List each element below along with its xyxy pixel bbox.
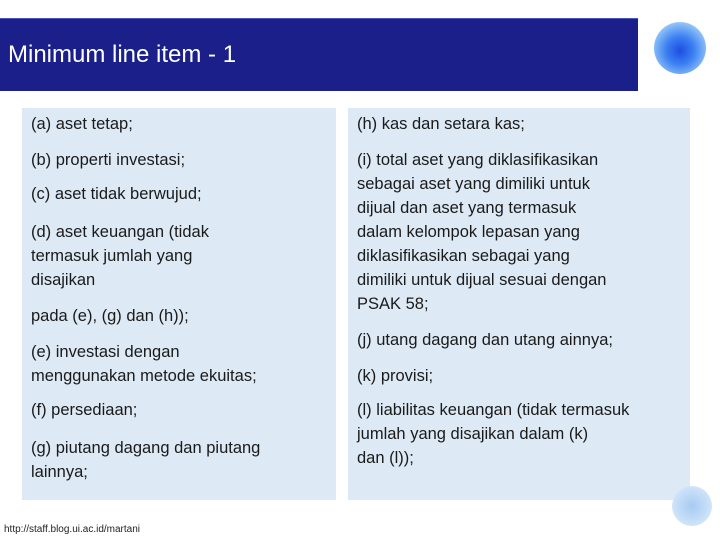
footer-link[interactable]: http://staff.blog.ui.ac.id/martani [4,524,141,535]
list-item: (j) utang dagang dan utang ainnya; [357,331,613,349]
list-item: (a) aset tetap; [31,115,133,133]
list-item: (b) properti investasi; [31,151,186,169]
list-item: (f) persediaan; [31,401,138,419]
decorative-circle-top [654,22,706,74]
decorative-circle-bottom [672,486,712,526]
list-item: (i) total aset yang diklasifikasikan sebagai aset yang dimiliki untuk dijual dan aset yang termasuk dalam kelompok lepasan yang diklasifikasikan sebagai yang dimiliki untuk dijual sesuai dengan PSAK 58; [357,151,607,313]
list-item: pada (e), (g) dan (h)); [31,307,189,325]
list-item: (c) aset tidak berwujud; [31,185,202,203]
list-item: (l) liabilitas keuangan (tidak termasuk jumlah yang disajikan dalam (k) dan (l)); [357,401,630,467]
list-item: (h) kas dan setara kas; [357,115,525,133]
list-item: (e) investasi dengan menggunakan metode ekuitas; [31,343,257,385]
left-panel [22,108,336,500]
list-item: (d) aset keuangan (tidak termasuk jumlah yang disajikan [31,223,209,289]
right-panel [348,108,690,500]
list-item: (k) provisi; [357,367,434,385]
list-item: (g) piutang dagang dan piutang lainnya; [31,439,261,481]
slide-title: Minimum line item - 1 [8,41,237,68]
title-bar [0,18,638,91]
